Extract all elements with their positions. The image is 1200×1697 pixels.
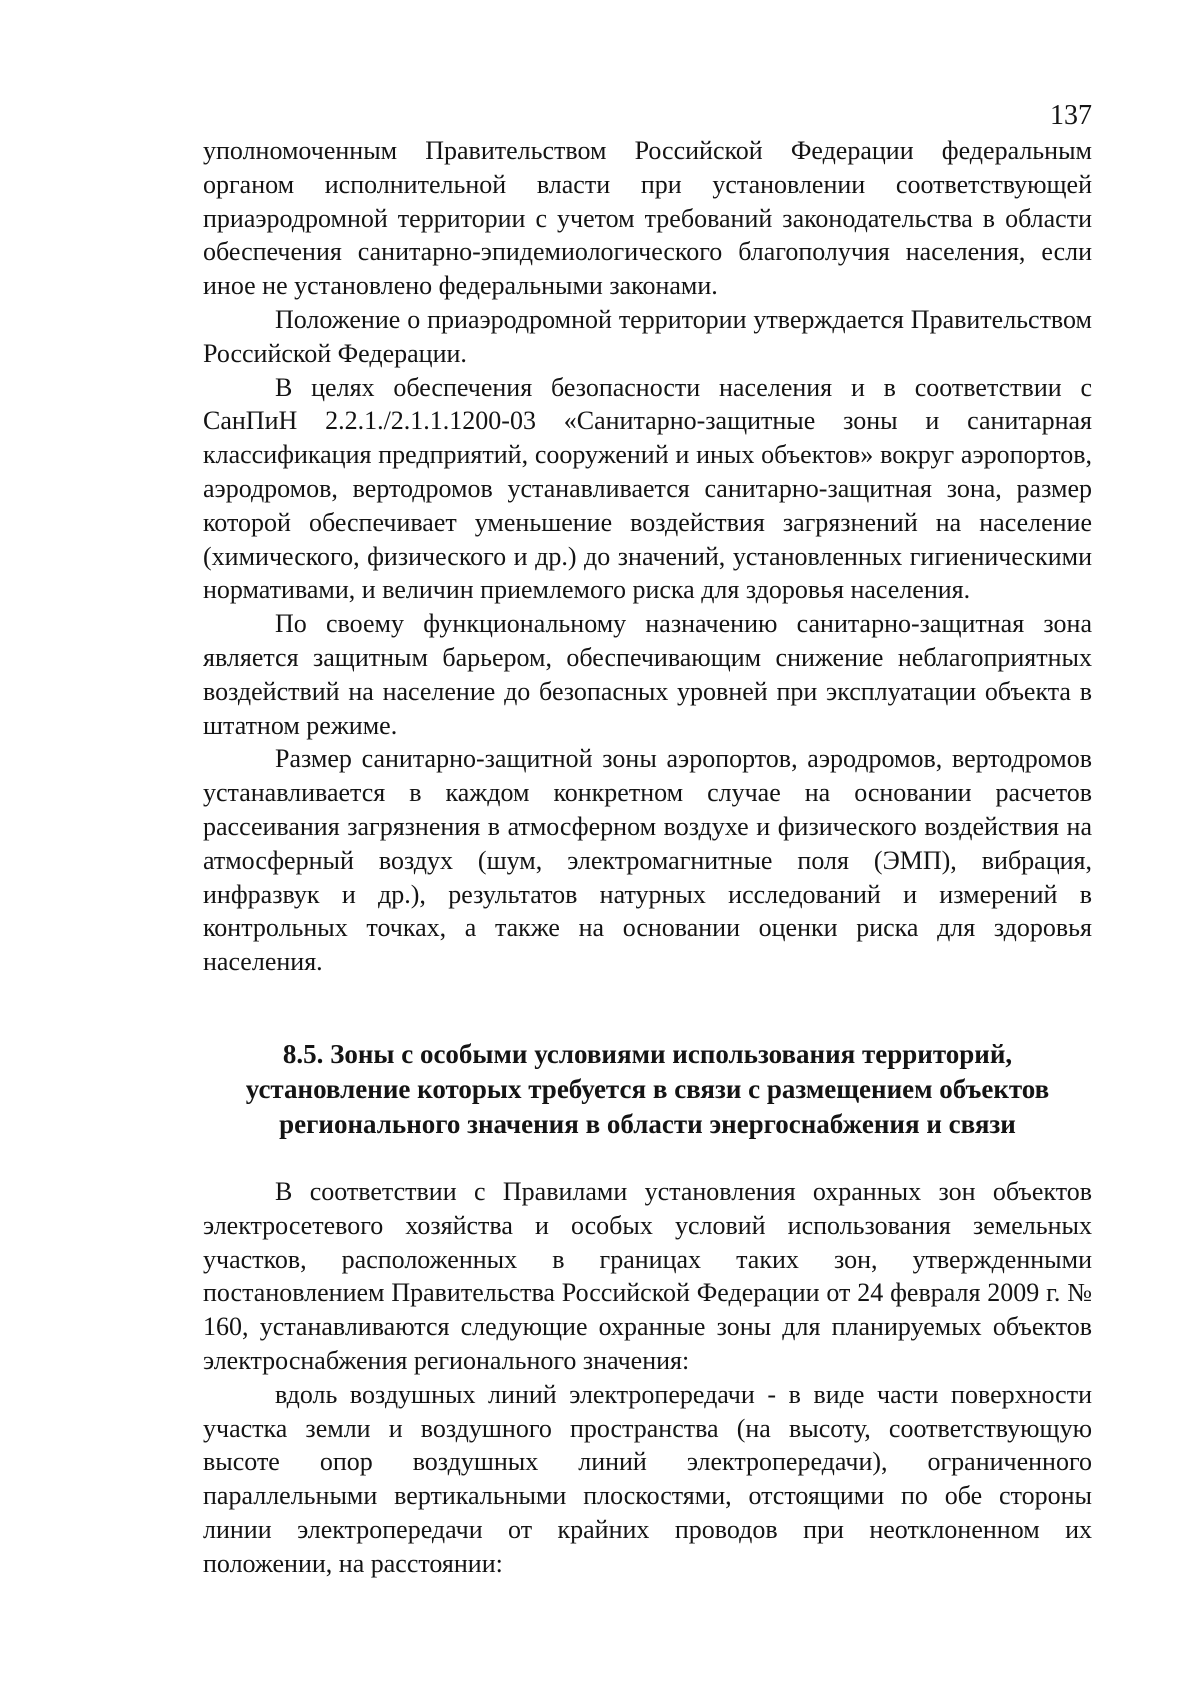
paragraph: В соответствии с Правилами установления охранных зон объектов электросетевого хозяйства и особых условий использования земельных участков, расположенных в границах таких зон, утвержденными постановлением Правительства Российской Федерации от 24 февраля 2009 г. № 160, устанавливаются следующие охранные зоны для планируемых объектов электроснабжения регионального значения: (203, 1177, 1092, 1375)
body-text-top (203, 134, 1092, 979)
section-heading: 8.5. Зоны с особыми условиями использования территорий, установление которых требуется в связи с размещением объектов регионального значения в области энергоснабжения и связи (245, 1039, 1050, 1139)
paragraph: вдоль воздушных линий электропередачи - в виде части поверхности участка земли и воздушного пространства (на высоту, соответствующую высоте опор воздушных линий электропередачи), ограниченного параллельными вертикальными плоскостями, отстоящими по обе стороны линии электропередачи от крайних проводов при неотклоненном их положении, на расстоянии: (203, 1379, 1092, 1578)
paragraph: уполномоченным Правительством Российской Федерации федеральным органом исполнительной власти при установлении соответствующей приаэродромной территории с учетом требований законодательства в области обеспечения санитарно-эпидемиологического благополучия населения, если иное не установлено федеральными законами. (203, 136, 1092, 301)
paragraph: Положение о приаэродромной территории утверждается Правительством Российской Федерации. (203, 304, 1092, 368)
paragraph: Размер санитарно-защитной зоны аэропортов, аэродромов, вертодромов устанавливается в каждом конкретном случае на основании расчетов рассеивания загрязнения в атмосферном воздухе и физического воздействия на атмосферный воздух (шум, электромагнитные поля (ЭМП), вибрация, инфразвук и др.), результатов натурных исследований и измерений в контрольных точках, а также на основании оценки риска для здоровья населения. (203, 744, 1092, 977)
paragraph: По своему функциональному назначению санитарно-защитная зона является защитным барьером, обеспечивающим снижение неблагоприятных воздействий на население до безопасных уровней при эксплуатации объекта в штатном режиме. (203, 609, 1092, 740)
page-number: 137 (1050, 100, 1092, 131)
paragraph: В целях обеспечения безопасности населения и в соответствии с СанПиН 2.2.1./2.1.1.1200-03 «Санитарно-защитные зоны и санитарная классификация предприятий, сооружений и иных объектов» вокруг аэропортов, аэродромов, вертодромов устанавливается санитарно-защитная зона, размер которой обеспечивает уменьшение воздействия загрязнений на население (химического, физического и др.) до значений, установленных гигиеническими нормативами, и величин приемлемого риска для здоровья населения. (203, 372, 1092, 605)
body-text-bottom (203, 1175, 1092, 1581)
